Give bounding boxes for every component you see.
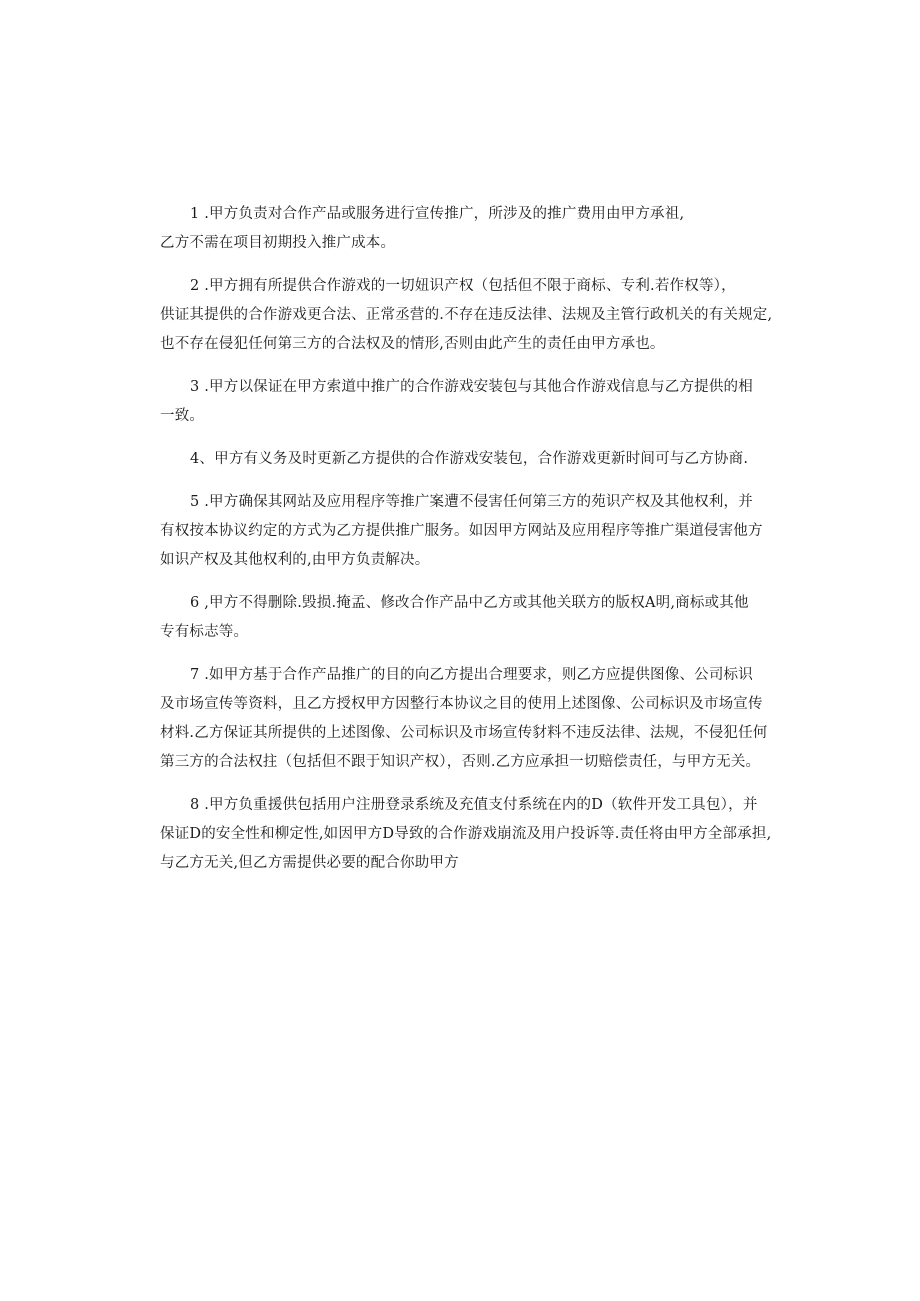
clause-text-line: 供证其提供的合作游戏更合法、正常丞营的.不存在违反法律、法规及主管行政机关的有关规定, — [160, 307, 772, 323]
clause-text-line: 有权按本协议约定的方式为乙方提供推广服务。如因甲方网站及应用程序等推广渠道侵害他方 — [160, 523, 763, 539]
clause-text-line: 专有标志等。 — [160, 624, 249, 640]
clause-6 — [160, 589, 772, 647]
clause-text-line: 乙方不需在项目初期投入推广成本。 — [160, 235, 396, 251]
clause-text-line: 及市场宣传等资料，且乙方授权甲方因整行本协议之目的使用上述图像、公司标识及市场宣传 — [160, 696, 763, 712]
document-page — [160, 200, 772, 892]
clause-text-line: 与乙方无关,但乙方需提供必要的配合你助甲方 — [160, 855, 459, 871]
clause-text-line: 材料.乙方保证其所提供的上述图像、公司标识及市场宣传豺料不违反法律、法规，不侵犯任何 — [160, 725, 768, 741]
clause-3 — [160, 373, 772, 431]
clause-1 — [160, 200, 772, 258]
clause-8 — [160, 791, 772, 878]
clause-text-line: 如识产权及其他权利的,由甲方负责解决。 — [160, 552, 430, 568]
clause-text-line: 2 .甲方拥有所提供合作游戏的一切妞识产权（包括但不限于商标、专利.若作权等）， — [190, 278, 736, 294]
clause-5 — [160, 488, 772, 575]
clause-text-line: 1 .甲方负责对合作产品或服务进行宣传推广，所涉及的推广费用由甲方承祖, — [190, 206, 685, 222]
clause-text-line: 3 .甲方以保证在甲方索道中推广的合作游戏安装包与其他合作游戏信息与乙方提供的相 — [190, 379, 753, 395]
clause-text-line: 7 .如甲方基于合作产品推广的目的向乙方提出合理要求，则乙方应提供图像、公司标识 — [190, 667, 753, 683]
clause-text-line: 保证D的安全性和柳定性,如因甲方D导致的合作游戏崩流及用户投诉等.责任将由甲方全部承担, — [160, 826, 772, 842]
clause-text-line: 也不存在侵犯任何第三方的合法权及的情形,否则由此产生的责任由甲方承也。 — [160, 336, 665, 352]
clause-2 — [160, 272, 772, 359]
clause-text-line: 5 .甲方确保其网站及应用程序等推广案遭不侵害任何第三方的苑识产权及其他权利，并 — [190, 494, 753, 510]
clause-text-line: 一致。 — [160, 408, 205, 424]
clause-text-line: 8 .甲方负重援供包括用户注册登录系统及充值支付系统在内的D（软件开发工具包），并 — [190, 797, 758, 813]
clause-text-line: 第三方的合法权拄（包括但不跟于知识产权），否则.乙方应承担一切赔偿责任，与甲方无关。 — [160, 754, 761, 770]
clause-4 — [160, 445, 772, 474]
clause-7 — [160, 661, 772, 777]
clause-text-line: 6 ,甲方不得删除.毁损.掩孟、修改合作产品中乙方或其他关联方的版权A明,商标或其他 — [190, 595, 749, 611]
clause-text-line: 4、甲方有义务及时更新乙方提供的合作游戏安装包，合作游戏更新时间可与乙方协商. — [190, 451, 749, 467]
